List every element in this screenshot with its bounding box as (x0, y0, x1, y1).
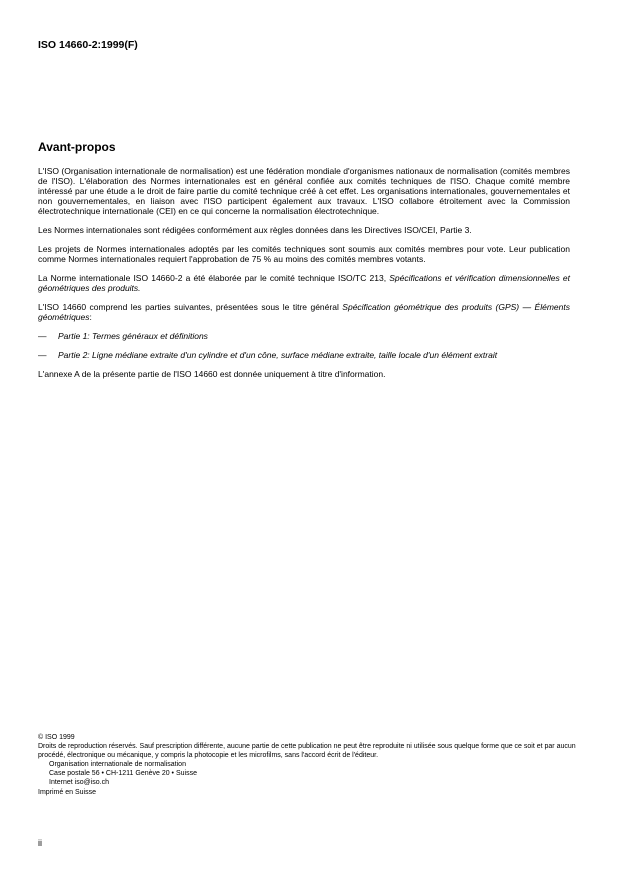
copyright-line: © ISO 1999 (38, 734, 75, 741)
paragraph-directives: Les Normes internationales sont rédigées conformément aux règles données dans les Directives ISO/CEI, Partie 3. (38, 225, 472, 235)
paragraph-committee (38, 273, 570, 293)
committee-title: Spécifications et vérification dimensionnelles et géométriques des produits. (38, 273, 570, 293)
page-number: ii (38, 838, 42, 848)
list-item (38, 331, 570, 341)
list-item (38, 350, 570, 360)
internet-address: Internet iso@iso.ch (49, 779, 110, 786)
printed-in: Imprimé en Suisse (38, 789, 96, 796)
postal-address: Case postale 56 • CH-1211 Genève 20 • Suisse (49, 770, 197, 777)
parts-intro-text: L'ISO 14660 comprend les parties suivantes, présentées sous le titre général (38, 302, 343, 312)
rights-notice: Droits de reproduction réservés. Sauf prescription différente, aucune partie de cette publication ne peut être reproduite ni utilisée sous quelque forme que ce soit et par aucun procédé, électronique ou mécanique, y compris la photocopie et les microfilms, sans l'accord écrit de l'éditeur. (38, 743, 576, 759)
paragraph-iso-intro: L'ISO (Organisation internationale de normalisation) est une fédération mondiale d'organismes nationaux de normalisation (comités membres de l'ISO). L'élaboration des Normes internationales est en général confiée aux comités techniques de l'ISO. Chaque comité membre intéressé par une étude a le droit de faire partie du comité technique créé à cet effet. Les organisations internationales, gouvernementales et non gouvernementales, en liaison avec l'ISO participent également aux travaux. L'ISO collabore étroitement avec la Commission électrotechnique internationale (CEI) en ce qui concerne la normalisation électrotechnique. (38, 166, 570, 216)
list-dash: — (38, 350, 47, 360)
list-item-text: Partie 1: Termes généraux et définitions (58, 331, 208, 341)
paragraph-parts-intro (38, 302, 570, 322)
list-dash: — (38, 331, 47, 341)
document-id-header: ISO 14660-2:1999(F) (38, 39, 138, 51)
copyright-block (38, 733, 583, 797)
list-item-text: Partie 2: Ligne médiane extraite d'un cylindre et d'un cône, surface médiane extraite, taille locale d'un élément extrait (58, 350, 498, 360)
parts-intro-colon: : (89, 312, 92, 322)
general-title: Spécification géométrique des produits (GPS) — Éléments géométriques (38, 302, 570, 322)
section-title: Avant-propos (38, 140, 116, 154)
foreword-body (38, 166, 570, 379)
paragraph-annex: L'annexe A de la présente partie de l'ISO 14660 est donnée uniquement à titre d'information. (38, 369, 386, 379)
paragraph-committee-text: La Norme internationale ISO 14660-2 a été élaborée par le comité technique ISO/TC 213, (38, 273, 390, 283)
org-name: Organisation internationale de normalisation (49, 761, 186, 768)
paragraph-voting: Les projets de Normes internationales adoptés par les comités techniques sont soumis aux comités membres pour vote. Leur publication comme Normes internationales requiert l'approbation de 75 % au moins des comités membres votants. (38, 244, 570, 264)
